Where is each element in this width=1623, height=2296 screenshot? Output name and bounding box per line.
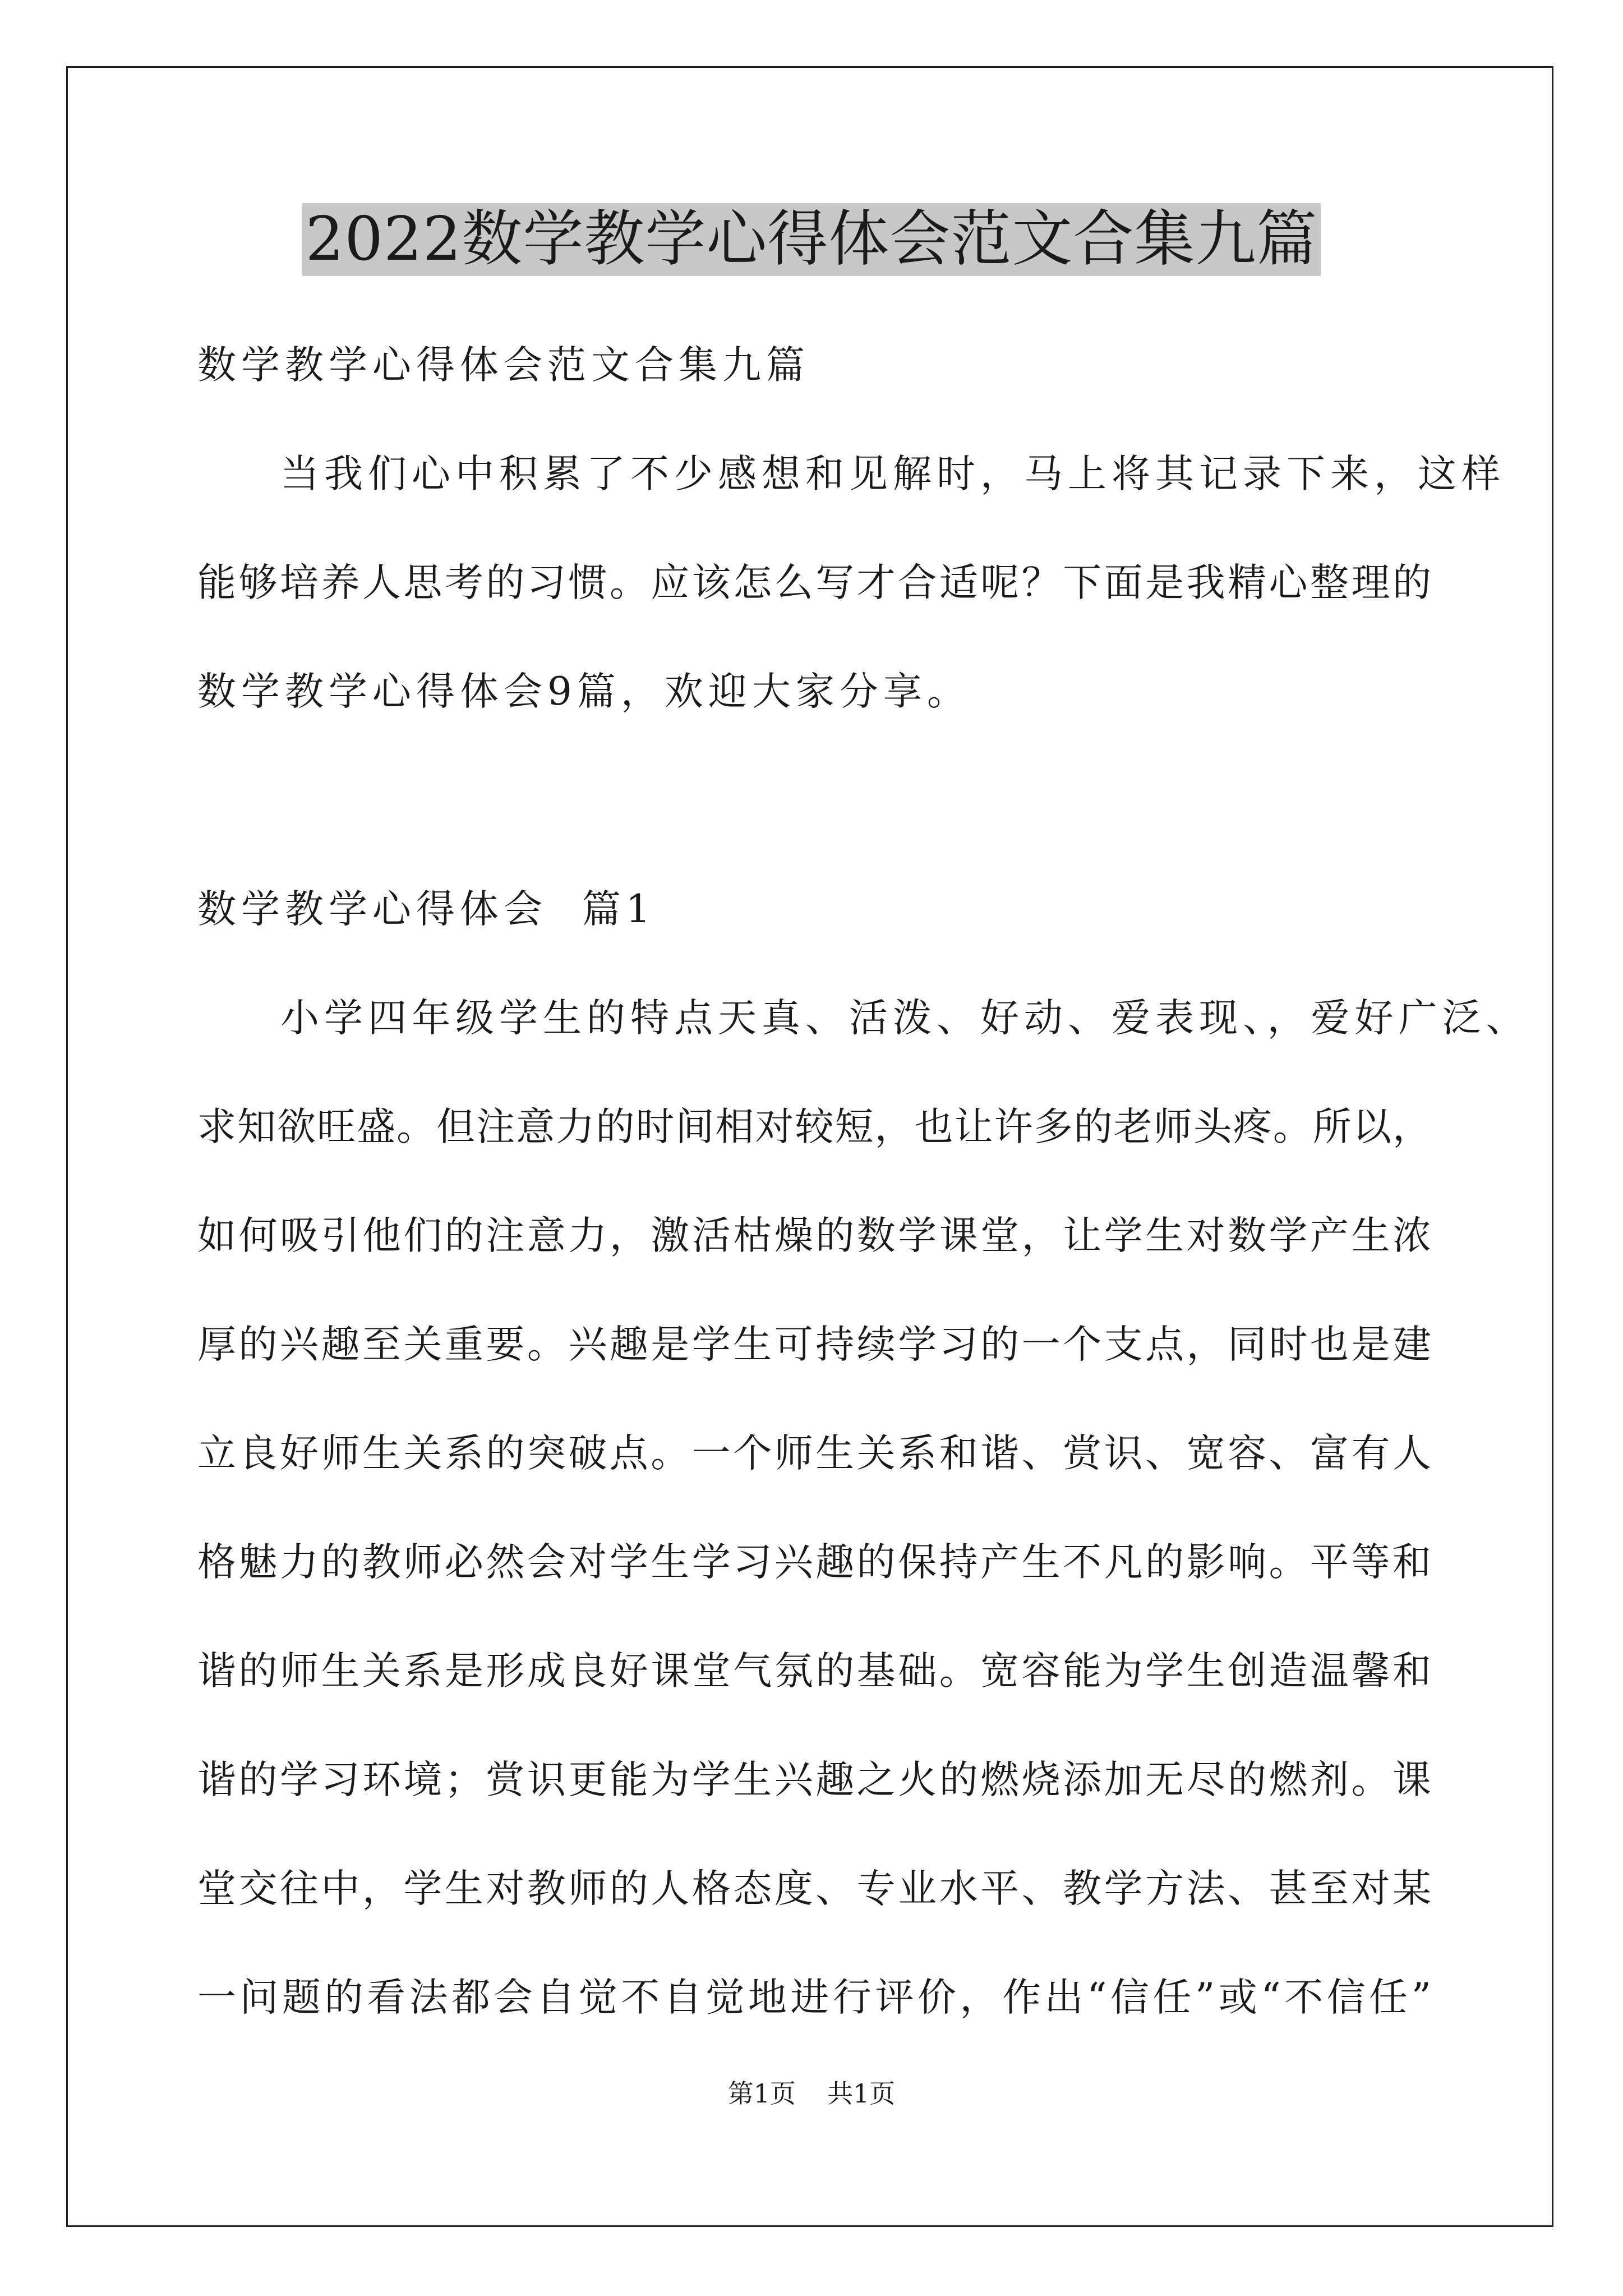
body-line: 如何吸引他们的注意力，激活枯燥的数学课堂，让学生对数学产生浓 — [197, 1213, 1431, 1258]
document-body — [197, 311, 1530, 2052]
body-line: 立良好师生关系的突破点。一个师生关系和谐、赏识、宽容、富有人 — [197, 1431, 1431, 1476]
body-line: 谐的师生关系是形成良好课堂气氛的基础。宽容能为学生创造温馨和 — [197, 1649, 1431, 1694]
page-total: 共1页 — [827, 2078, 896, 2109]
page-footer — [0, 2077, 1623, 2110]
section-heading: 数学教学心得体会 篇1 — [197, 887, 656, 932]
intro-line: 能够培养人思考的习惯。应该怎么写才合适呢？下面是我精心整理的 — [197, 560, 1431, 605]
intro-line: 当我们心中积累了不少感想和见解时，马上将其记录下来，这样 — [280, 452, 1505, 496]
body-line: 堂交往中，学生对教师的人格态度、专业水平、教学方法、甚至对某 — [197, 1866, 1431, 1911]
body-line: 小学四年级学生的特点天真、活泼、好动、爱表现、，爱好广泛、 — [280, 996, 1530, 1041]
body-line: 格魅力的教师必然会对学生学习兴趣的保持产生不凡的影响。平等和 — [197, 1540, 1431, 1585]
body-line: 厚的兴趣至关重要。兴趣是学生可持续学习的一个支点，同时也是建 — [197, 1322, 1431, 1367]
document-title: 2022数学教学心得体会范文合集九篇 — [302, 203, 1321, 276]
title-container — [0, 203, 1623, 276]
page-number: 第1页 — [727, 2078, 796, 2109]
intro-line: 数学教学心得体会9篇，欢迎大家分享。 — [197, 669, 971, 714]
document-subtitle: 数学教学心得体会范文合集九篇 — [197, 343, 810, 388]
body-line: 一问题的看法都会自觉不自觉地进行评价，作出“信任”或“不信任” — [197, 1975, 1431, 2020]
body-line: 谐的学习环境；赏识更能为学生兴趣之火的燃烧添加无尽的燃剂。课 — [197, 1757, 1431, 1802]
body-line: 求知欲旺盛。但注意力的时间相对较短，也让许多的老师头疼。所以， — [197, 1105, 1431, 1149]
paragraph-gap — [197, 746, 1431, 855]
